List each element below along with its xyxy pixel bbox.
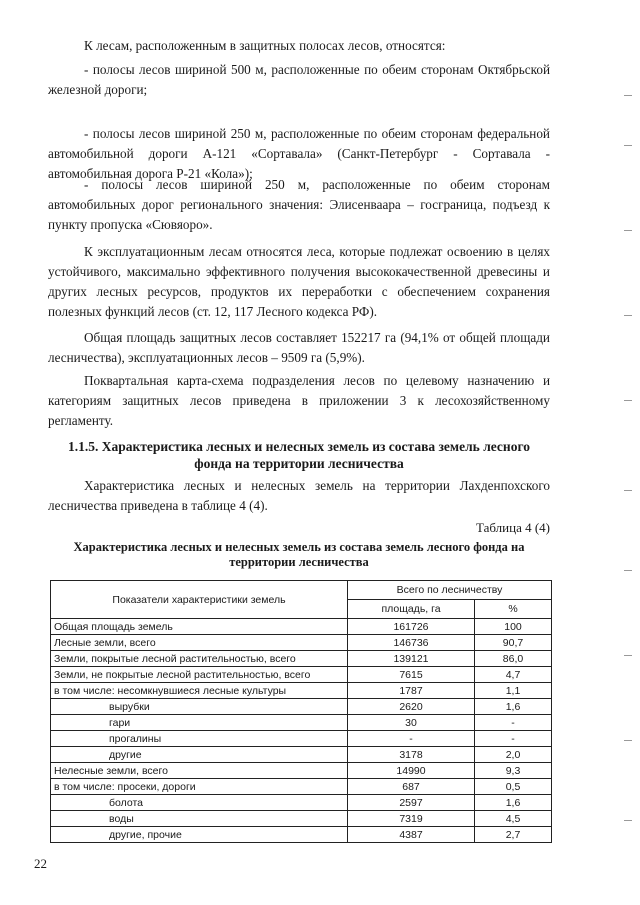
paragraph-map-scheme: Поквартальная карта-схема подразделения лесов по целевому назначению и категориям защитных лесов приведена в приложении 3 к лесохозяйственному регламенту. [48, 373, 550, 428]
table-row [51, 795, 552, 811]
row-label: в том числе: просеки, дороги [51, 779, 348, 795]
row-percent: - [475, 715, 552, 731]
row-area: 2620 [348, 699, 475, 715]
row-area: 146736 [348, 635, 475, 651]
table-row [51, 667, 552, 683]
row-area: 30 [348, 715, 475, 731]
table-row [51, 699, 552, 715]
row-percent: 100 [475, 619, 552, 635]
scan-edge-mark [624, 820, 632, 821]
table-row [51, 779, 552, 795]
row-area: 1787 [348, 683, 475, 699]
scan-edge-mark [624, 230, 632, 231]
table-row [51, 747, 552, 763]
row-area: 3178 [348, 747, 475, 763]
paragraph-total-area: Общая площадь защитных лесов составляет 152217 га (94,1% от общей площади лесничества), эксплуатационных лесов – 9509 га (5,9%). [48, 330, 550, 365]
row-area: 4387 [348, 827, 475, 843]
row-area: 7615 [348, 667, 475, 683]
table-title: Характеристика лесных и нелесных земель из состава земель лесного фонда на территории лесничества [73, 540, 525, 569]
table-row [51, 619, 552, 635]
land-characteristics-table [50, 580, 552, 843]
scan-edge-mark [624, 95, 632, 96]
row-area: - [348, 731, 475, 747]
column-header-area: площадь, га [348, 600, 475, 619]
scan-edge-mark [624, 400, 632, 401]
row-label: гари [51, 715, 348, 731]
column-group-header: Всего по лесничеству [348, 581, 552, 600]
scan-edge-mark [624, 655, 632, 656]
table-row [51, 763, 552, 779]
row-percent: 0,5 [475, 779, 552, 795]
row-label: вырубки [51, 699, 348, 715]
table-row [51, 731, 552, 747]
column-header-percent: % [475, 600, 552, 619]
section-intro: Характеристика лесных и нелесных земель на территории Лахденпохского лесничества приведена в таблице 4 (4). [48, 478, 550, 513]
row-area: 7319 [348, 811, 475, 827]
row-percent: 4,5 [475, 811, 552, 827]
row-label: воды [51, 811, 348, 827]
scan-edge-mark [624, 570, 632, 571]
row-percent: 86,0 [475, 651, 552, 667]
row-percent: 1,6 [475, 699, 552, 715]
table-row [51, 683, 552, 699]
row-label: Общая площадь земель [51, 619, 348, 635]
section-heading: 1.1.5. Характеристика лесных и нелесных земель из состава земель лесного фонда на территории лесничества [67, 439, 530, 471]
table-row [51, 811, 552, 827]
scan-edge-mark [624, 145, 632, 146]
page-number: 22 [34, 856, 47, 871]
scan-edge-mark [624, 315, 632, 316]
row-percent: 2,7 [475, 827, 552, 843]
row-percent: 1,1 [475, 683, 552, 699]
row-area: 161726 [348, 619, 475, 635]
row-area: 14990 [348, 763, 475, 779]
paragraph-protective-strips: К лесам, расположенным в защитных полосах лесов, относятся: [84, 38, 446, 53]
paragraph-regional-road-strip: - полосы лесов шириной 250 м, расположенные по обеим сторонам автомобильных дорог регионального значения: Элисенваара – госграница, подъезд к пункту пропуска «Сювяоро». [48, 177, 550, 232]
table-row [51, 715, 552, 731]
table-row [51, 827, 552, 843]
row-label: Земли, не покрытые лесной растительностью, всего [51, 667, 348, 683]
row-area: 2597 [348, 795, 475, 811]
row-percent: 4,7 [475, 667, 552, 683]
row-percent: - [475, 731, 552, 747]
row-label: другие, прочие [51, 827, 348, 843]
row-label: прогалины [51, 731, 348, 747]
table-label: Таблица 4 (4) [475, 520, 550, 535]
row-percent: 2,0 [475, 747, 552, 763]
row-percent: 1,6 [475, 795, 552, 811]
table-header-row [51, 581, 552, 600]
paragraph-federal-road-strip: - полосы лесов шириной 250 м, расположенные по обеим сторонам федеральной автомобильной дороги А-121 «Сортавала» (Санкт-Петербург - Сортавала - автомобильная дорога Р-21 «Кола»); [48, 126, 550, 181]
row-label: Земли, покрытые лесной растительностью, всего [51, 651, 348, 667]
paragraph-railway-strip: - полосы лесов шириной 500 м, расположенные по обеим сторонам Октябрьской железной дороги; [48, 62, 550, 97]
column-header-indicator: Показатели характеристики земель [51, 581, 348, 619]
row-label: Лесные земли, всего [51, 635, 348, 651]
table-row [51, 651, 552, 667]
row-label: болота [51, 795, 348, 811]
row-label: Нелесные земли, всего [51, 763, 348, 779]
paragraph-exploitation-forests: К эксплуатационным лесам относятся леса, которые подлежат освоению в целях устойчивого, максимально эффективного получения высококачественной древесины и других лесных ресурсов, продуктов их переработки с обеспечением сохранения полезных функций лесов (ст. 12, 117 Лесного кодекса РФ). [48, 244, 550, 319]
row-area: 139121 [348, 651, 475, 667]
table-row [51, 635, 552, 651]
row-percent: 90,7 [475, 635, 552, 651]
scan-edge-mark [624, 740, 632, 741]
scan-edge-mark [624, 490, 632, 491]
row-area: 687 [348, 779, 475, 795]
row-label: другие [51, 747, 348, 763]
row-percent: 9,3 [475, 763, 552, 779]
row-label: в том числе: несомкнувшиеся лесные культуры [51, 683, 348, 699]
